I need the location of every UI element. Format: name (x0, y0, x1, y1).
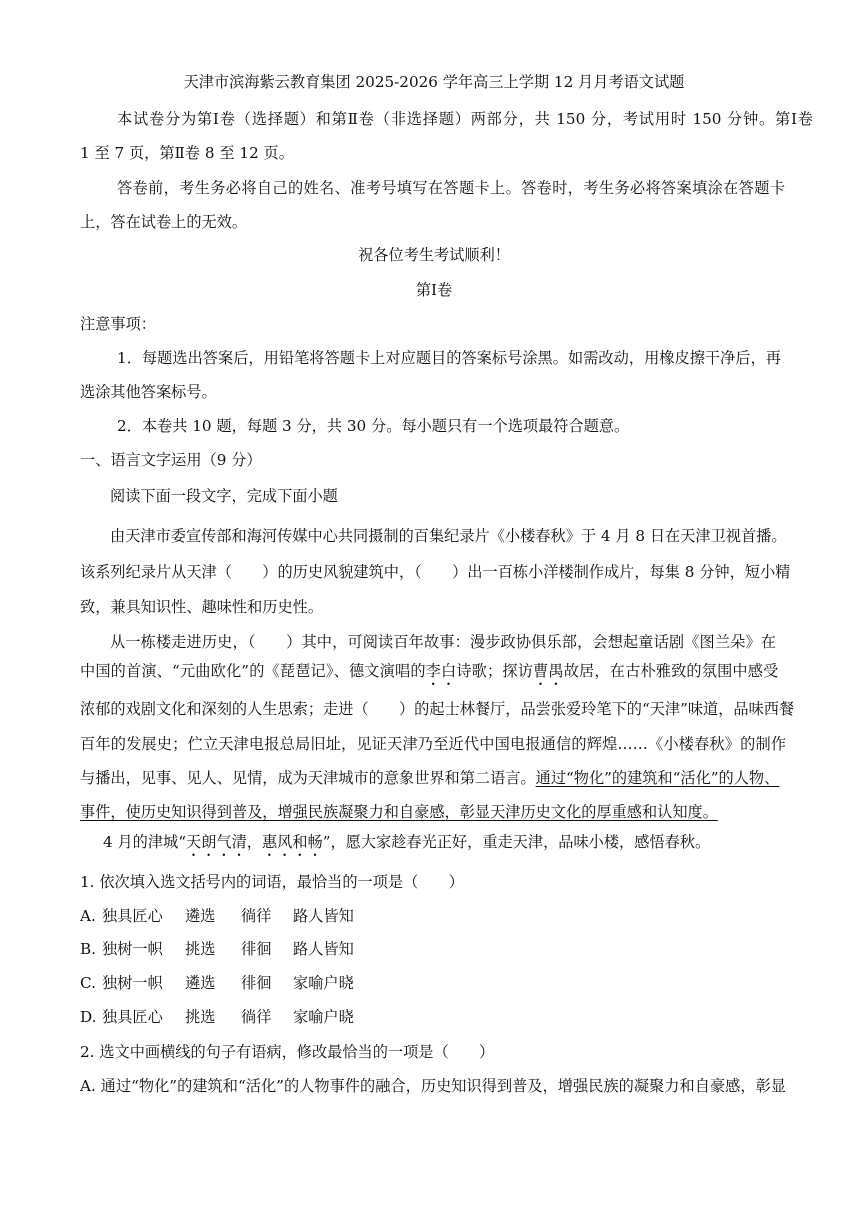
option-word-4: 路人皆知 (293, 907, 354, 925)
question-1-stem: 1. 依次填入选文括号内的词语，最恰当的一项是（ ） (80, 873, 464, 891)
option-label: B. (80, 940, 96, 958)
instruction-item-2: 2．本卷共 10 题，每题 3 分，共 30 分。每小题只有一个选项最符合题意。 (117, 417, 630, 435)
instruction-item-1-line-1: 1．每题选出答案后，用铅笔将答题卡上对应题目的答案标号涂黑。如需改动，用橡皮擦干净后，再 (117, 349, 781, 367)
option-word-1: 独具匠心 (102, 907, 163, 925)
option-word-2: 挑选 (185, 940, 216, 958)
option-label: C. (80, 974, 96, 992)
underlined-sentence-continued: 事件，使历史知识得到普及，增强民族凝聚力和自豪感，彰显天津历史文化的厚重感和认知度。 (80, 803, 718, 821)
passage-p1-line-2: 该系列纪录片从天津（ ）的历史风貌建筑中，（ ）出一百栋小洋楼制作成片，每集 8 分钟，短小精 (80, 563, 791, 581)
reading-prompt: 阅读下面一段文字，完成下面小题 (110, 487, 338, 505)
passage-p3 (103, 832, 710, 860)
section-heading: 一、语言文字运用（9 分） (80, 451, 262, 469)
option-word-4: 家喻户晓 (293, 1008, 354, 1026)
emphasized-quote: 天朗气清，惠风和畅 (186, 833, 323, 851)
passage-p2-line-5 (80, 768, 786, 788)
option-word-3: 徜徉 (241, 907, 272, 925)
passage-text: 中国的首演、“元曲欧化”的《琵琶记》、德文演唱的 (80, 662, 426, 680)
question-2-stem: 2. 选文中画横线的句子有语病，修改最恰当的一项是（ ） (80, 1043, 495, 1061)
passage-p1-line-1: 由天津市委宣传部和海河传媒中心共同摄制的百集纪录片《小楼春秋》于 4 月 8 日在天津卫视首播。 (110, 527, 787, 545)
intro-line-1: 本试卷分为第Ⅰ卷（选择题）和第Ⅱ卷（非选择题）两部分，共 150 分，考试用时 150 分钟。第Ⅰ卷 (117, 110, 813, 128)
exam-title: 天津市滨海紫云教育集团 2025-2026 学年高三上学期 12 月月考语文试题 (183, 73, 685, 91)
option-label: D. (80, 1008, 97, 1026)
passage-p2-line-2 (80, 661, 786, 689)
passage-text: 4 月的津城“ (103, 833, 187, 851)
emphasized-name-libai: 李白 (425, 662, 457, 680)
instruction-item-1-line-2: 选涂其他答案标号。 (80, 383, 217, 401)
underlined-sentence: 通过“物化”的建筑和“活化”的人物、 (535, 769, 780, 787)
wish-line: 祝各位考生考试顺利！ (358, 246, 510, 264)
emphasized-name-caoyu: 曹禺 (533, 662, 564, 680)
option-word-2: 遴选 (185, 974, 216, 992)
option-word-2: 挑选 (185, 1008, 216, 1026)
option-word-4: 路人皆知 (293, 940, 354, 958)
passage-p2-line-4: 百年的发展史；伫立天津电报总局旧址，见证天津乃至近代中国电报通信的辉煌……《小楼春秋》的制作 (80, 735, 786, 753)
notice-line-2: 上，答在试卷上的无效。 (80, 213, 248, 231)
option-label: A. (80, 907, 96, 925)
question-2-option-a: A. 通过“物化”的建筑和“活化”的人物事件的融合，历史知识得到普及，增强民族的凝聚力和自豪感，彰显 (80, 1077, 786, 1095)
option-word-3: 徘徊 (241, 940, 272, 958)
intro-line-2: 1 至 7 页，第Ⅱ卷 8 至 12 页。 (80, 144, 294, 162)
option-word-1: 独树一帜 (102, 974, 163, 992)
volume-title: 第Ⅰ卷 (415, 281, 453, 299)
passage-text: 诗歌；探访 (456, 662, 534, 680)
notice-line-1: 答卷前，考生务必将自己的姓名、准考号填写在答题卡上。答卷时，考生务必将答案填涂在答题卡 (117, 179, 785, 197)
option-word-1: 独树一帜 (102, 940, 163, 958)
passage-text: 与播出，见事、见人、见情，成为天津城市的意象世界和第二语言。 (80, 769, 536, 787)
option-word-4: 家喻户晓 (293, 974, 354, 992)
option-word-1: 独具匠心 (102, 1008, 163, 1026)
passage-text: ”，愿大家趁春光正好，重走天津，品味小楼，感悟春秋。 (322, 833, 711, 851)
option-word-2: 遴选 (185, 907, 216, 925)
option-word-3: 徘徊 (241, 974, 272, 992)
passage-p2-line-3: 浓郁的戏剧文化和深刻的人生思索；走进（ ）的起士林餐厅，品尝张爱玲笔下的“天津”味道，品味西餐 (80, 700, 795, 718)
option-word-3: 徜徉 (241, 1008, 272, 1026)
passage-p1-line-3: 致，兼具知识性、趣味性和历史性。 (80, 598, 323, 616)
instructions-heading: 注意事项： (80, 315, 156, 333)
passage-p2-line-1: 从一栋楼走进历史，（ ）其中，可阅读百年故事：漫步政协俱乐部，会想起童话剧《图兰朵》在 (110, 633, 776, 651)
passage-text: 故居，在古朴雅致的氛围中感受 (563, 662, 779, 680)
